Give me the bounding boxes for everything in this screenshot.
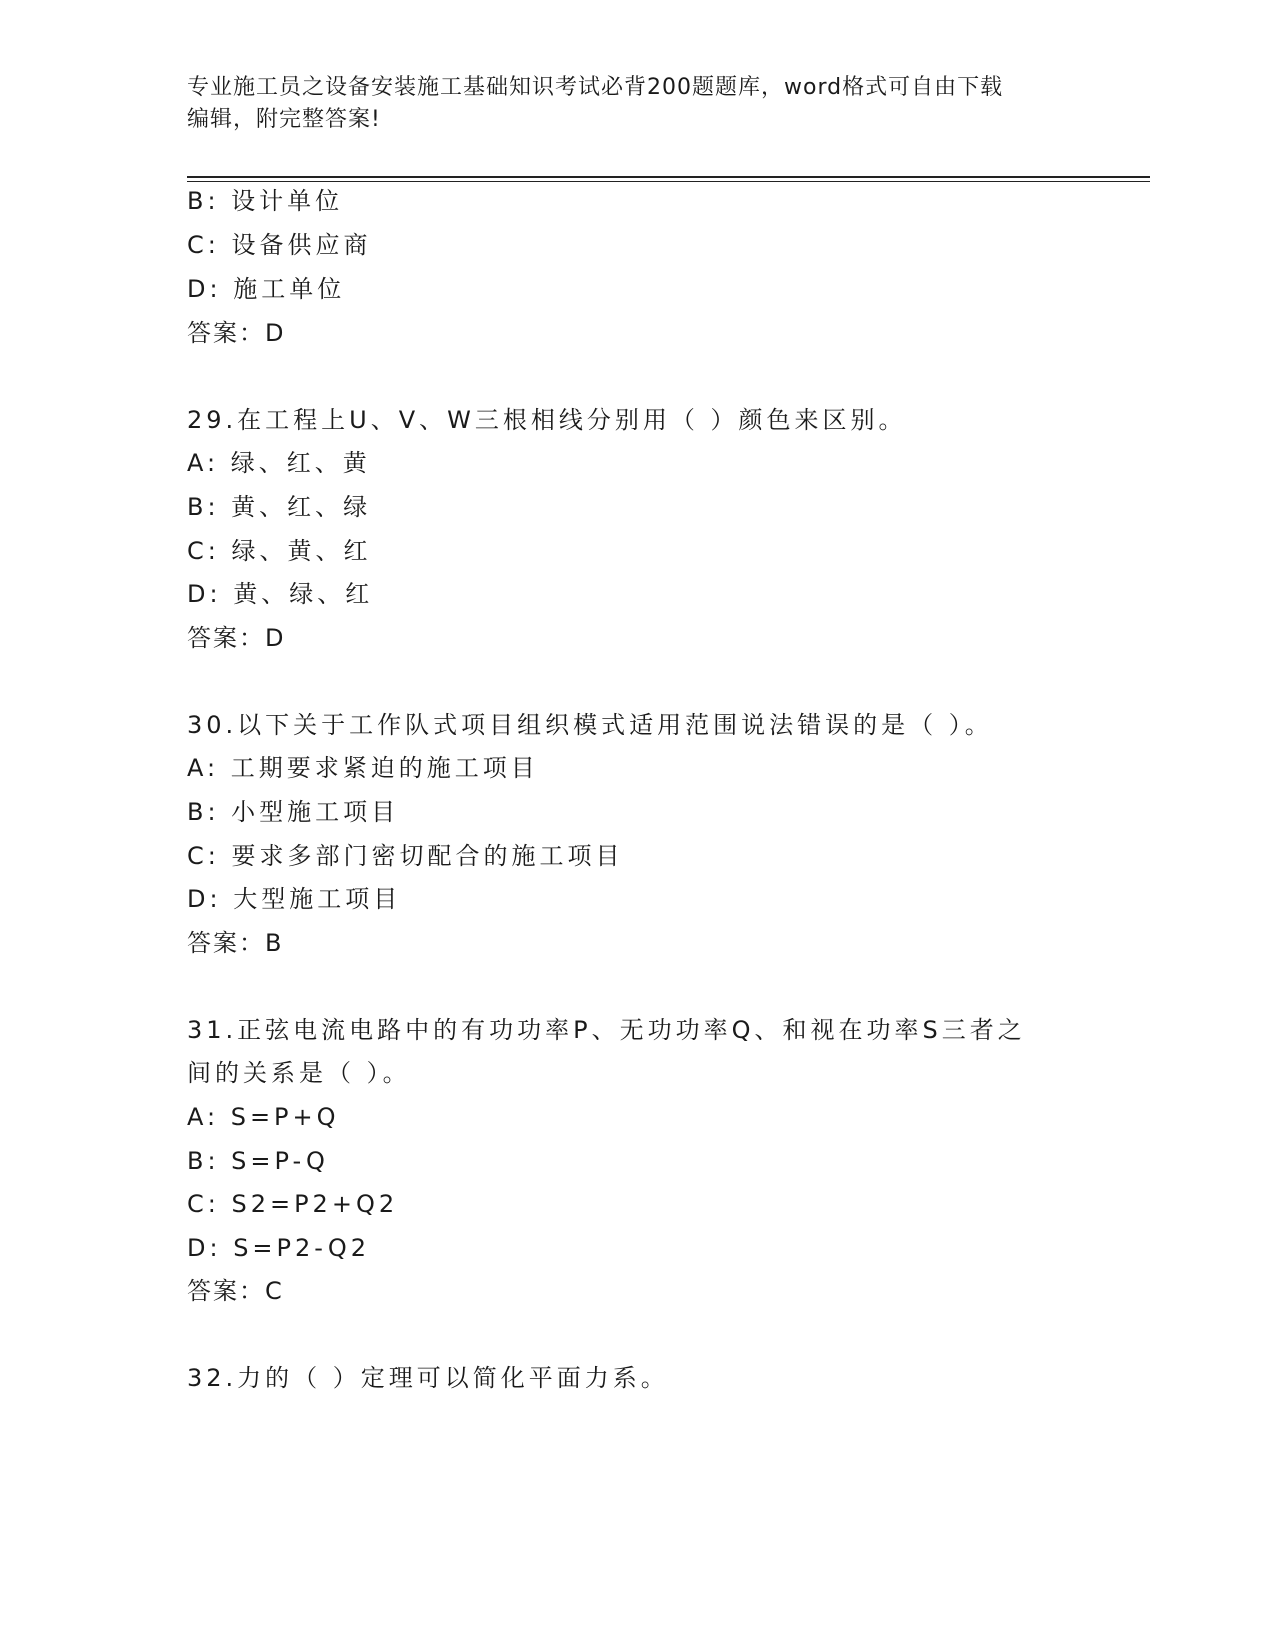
header-divider-thick (187, 176, 1150, 178)
q31-option-c: C: S2=P2+Q2 (187, 1190, 399, 1218)
q31-option-d: D: S=P2-Q2 (187, 1234, 370, 1262)
prev-option-b: B: 设计单位 (187, 187, 344, 215)
q30-question: 30.以下关于工作队式项目组织模式适用范围说法错误的是（ ）。 (187, 711, 993, 739)
header-title-line-1: 专业施工员之设备安装施工基础知识考试必背200题题库，word格式可自由下载 (187, 75, 1004, 100)
q29-option-a: A: 绿、红、黄 (187, 449, 371, 477)
prev-option-d: D: 施工单位 (187, 275, 346, 303)
q31-answer: 答案：C (187, 1277, 284, 1305)
q29-question: 29.在工程上U、V、W三根相线分别用（ ）颜色来区别。 (187, 406, 907, 434)
header-divider-thin (187, 181, 1150, 182)
q30-option-d: D: 大型施工项目 (187, 885, 402, 913)
header-title-line-2: 编辑，附完整答案! (187, 107, 381, 132)
q30-answer: 答案：B (187, 929, 284, 957)
q31-option-a: A: S=P+Q (187, 1103, 340, 1131)
q30-option-a: A: 工期要求紧迫的施工项目 (187, 754, 539, 782)
q29-option-b: B: 黄、红、绿 (187, 493, 372, 521)
q29-option-c: C: 绿、黄、红 (187, 537, 372, 565)
prev-answer: 答案：D (187, 319, 286, 347)
prev-option-c: C: 设备供应商 (187, 231, 372, 259)
q29-answer: 答案：D (187, 624, 286, 652)
q30-option-c: C: 要求多部门密切配合的施工项目 (187, 842, 624, 870)
q31-option-b: B: S=P-Q (187, 1147, 329, 1175)
q30-option-b: B: 小型施工项目 (187, 798, 400, 826)
q31-question-line-2: 间的关系是（ ）。 (187, 1059, 411, 1087)
q32-question: 32.力的（ ）定理可以简化平面力系。 (187, 1364, 669, 1392)
q29-option-d: D: 黄、绿、红 (187, 580, 374, 608)
document-header (187, 72, 1067, 136)
q31-question-line-1: 31.正弦电流电路中的有功功率P、无功功率Q、和视在功率S三者之 (187, 1016, 1026, 1044)
